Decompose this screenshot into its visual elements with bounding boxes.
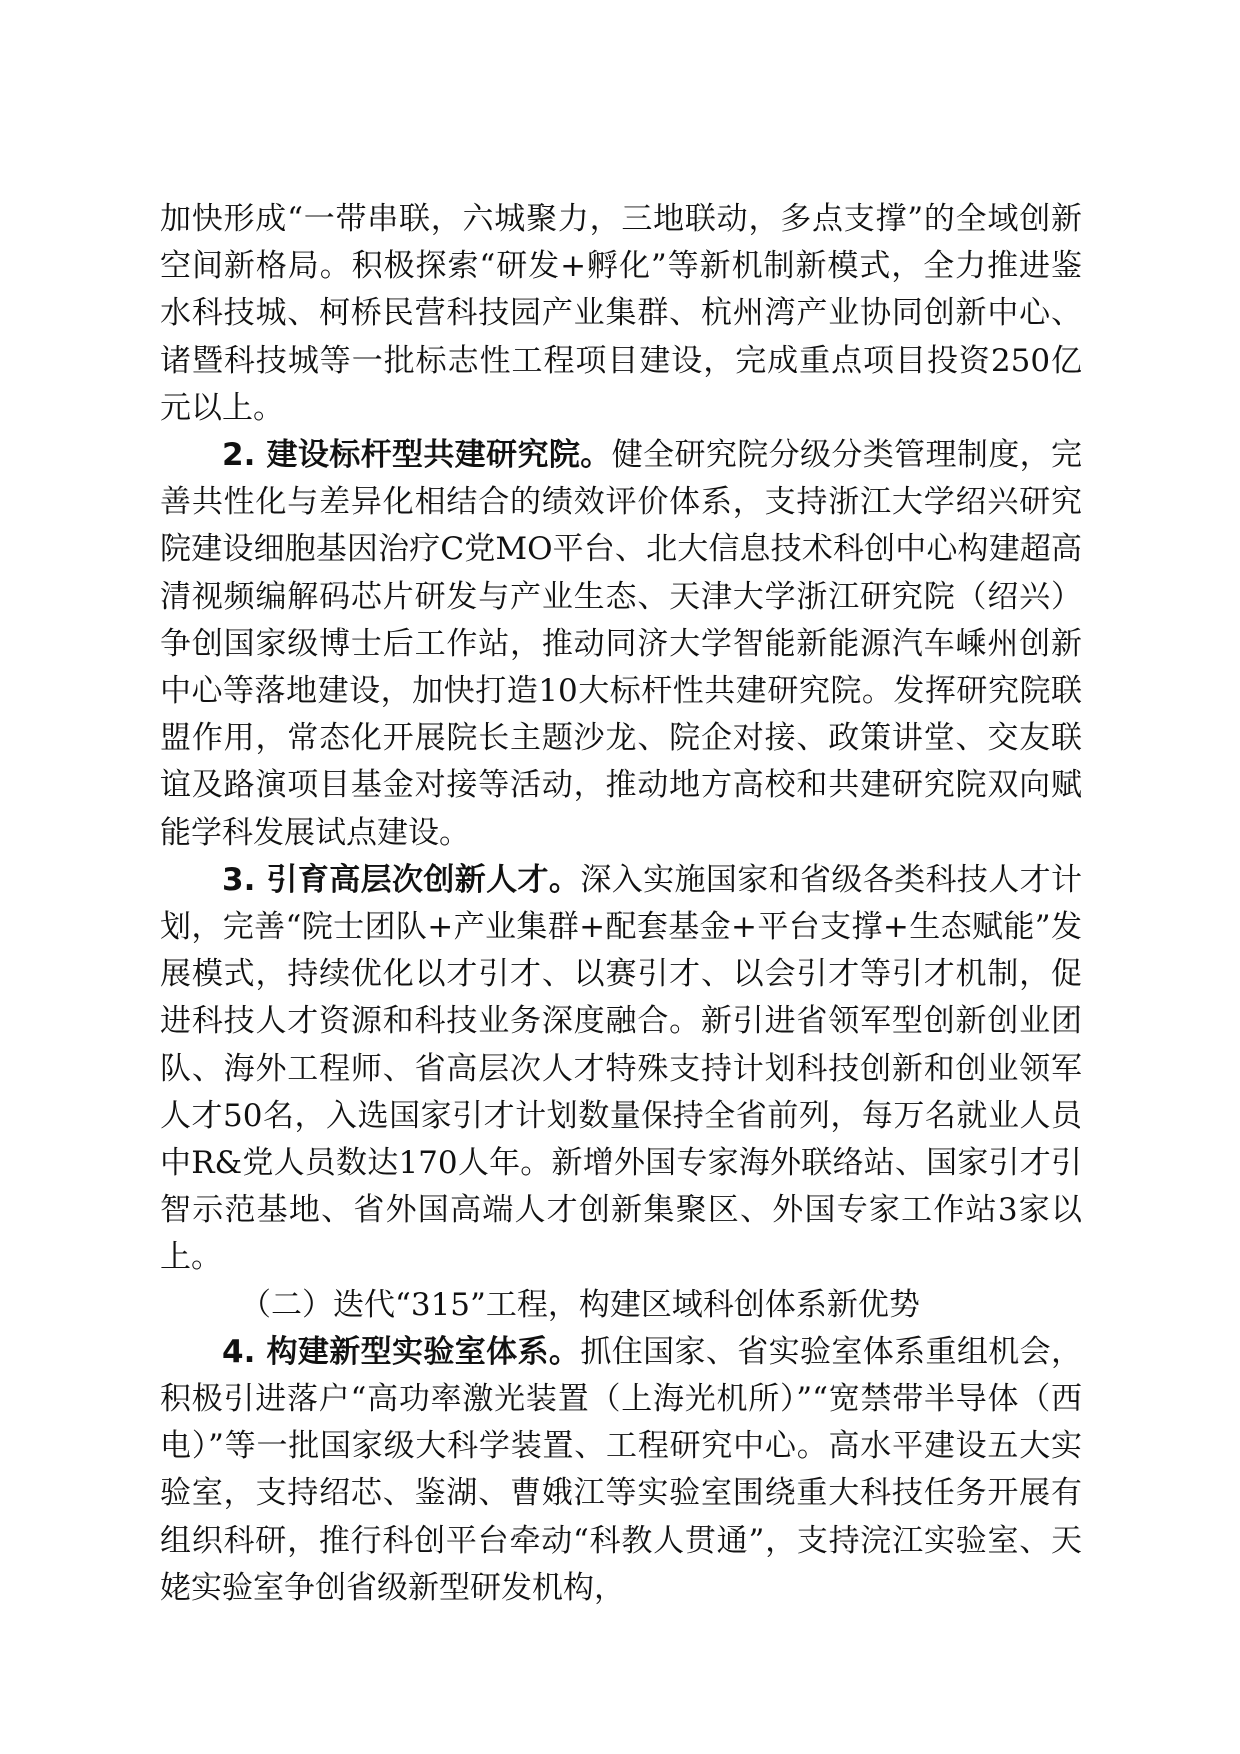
paragraph-lead-heading: 3. 引育高层次创新人才。: [222, 861, 581, 898]
paragraph-text: 抓住国家、省实验室体系重组机会，积极引进落户“高功率激光装置（上海光机所）”“宽禁带半导体（西电）”等一批国家级大科学装置、工程研究中心。高水平建设五大实验室，支持绍芯、鉴湖、曹娥江等实验室围绕重大科技任务开展有组织科研，推行科创平台牵动“科教人贯通”，支持浣江实验室、天姥实验室争创省级新型研发机构，: [160, 1333, 1082, 1606]
paragraph-text: 加快形成“一带串联，六城聚力，三地联动，多点支撑”的全域创新空间新格局。积极探索“研发+孵化”等新机制新模式，全力推进鉴水科技城、柯桥民营科技园产业集群、杭州湾产业协同创新中心、诸暨科技城等一批标志性工程项目建设，完成重点项目投资250亿元以上。: [160, 201, 1082, 426]
paragraph-item-4: [160, 1329, 1082, 1612]
section-heading-text: （二）迭代“315”工程，构建区域科创体系新优势: [240, 1286, 920, 1323]
paragraph-continuation: [160, 196, 1082, 432]
paragraph-text: 深入实施国家和省级各类科技人才计划，完善“院士团队+产业集群+配套基金+平台支撑+生态赋能”发展模式，持续优化以才引才、以赛引才、以会引才等引才机制，促进科技人才资源和科技业务深度融合。新引进省领军型创新创业团队、海外工程师、省高层次人才特殊支持计划科技创新和创业领军人才50名，入选国家引才计划数量保持全省前列，每万名就业人员中R&党人员数达170人年。新增外国专家海外联络站、国家引才引智示范基地、省外国高端人才创新集聚区、外国专家工作站3家以上。: [160, 861, 1082, 1276]
paragraph-item-2: [160, 432, 1082, 857]
paragraph-lead-heading: 2. 建设标杆型共建研究院。: [222, 437, 612, 474]
paragraph-text: 健全研究院分级分类管理制度，完善共性化与差异化相结合的绩效评价体系，支持浙江大学绍兴研究院建设细胞基因治疗C党MO平台、北大信息技术科创中心构建超高清视频编解码芯片研发与产业生态、天津大学浙江研究院（绍兴）争创国家级博士后工作站，推动同济大学智能新能源汽车嵊州创新中心等落地建设，加快打造10大标杆性共建研究院。发挥研究院联盟作用，常态化开展院长主题沙龙、院企对接、政策讲堂、交友联谊及路演项目基金对接等活动，推动地方高校和共建研究院双向赋能学科发展试点建设。: [160, 437, 1083, 851]
paragraph-lead-heading: 4. 构建新型实验室体系。: [222, 1333, 581, 1370]
paragraph-item-3: [160, 857, 1082, 1282]
document-body: [160, 196, 1082, 1612]
section-heading: [160, 1282, 1082, 1329]
